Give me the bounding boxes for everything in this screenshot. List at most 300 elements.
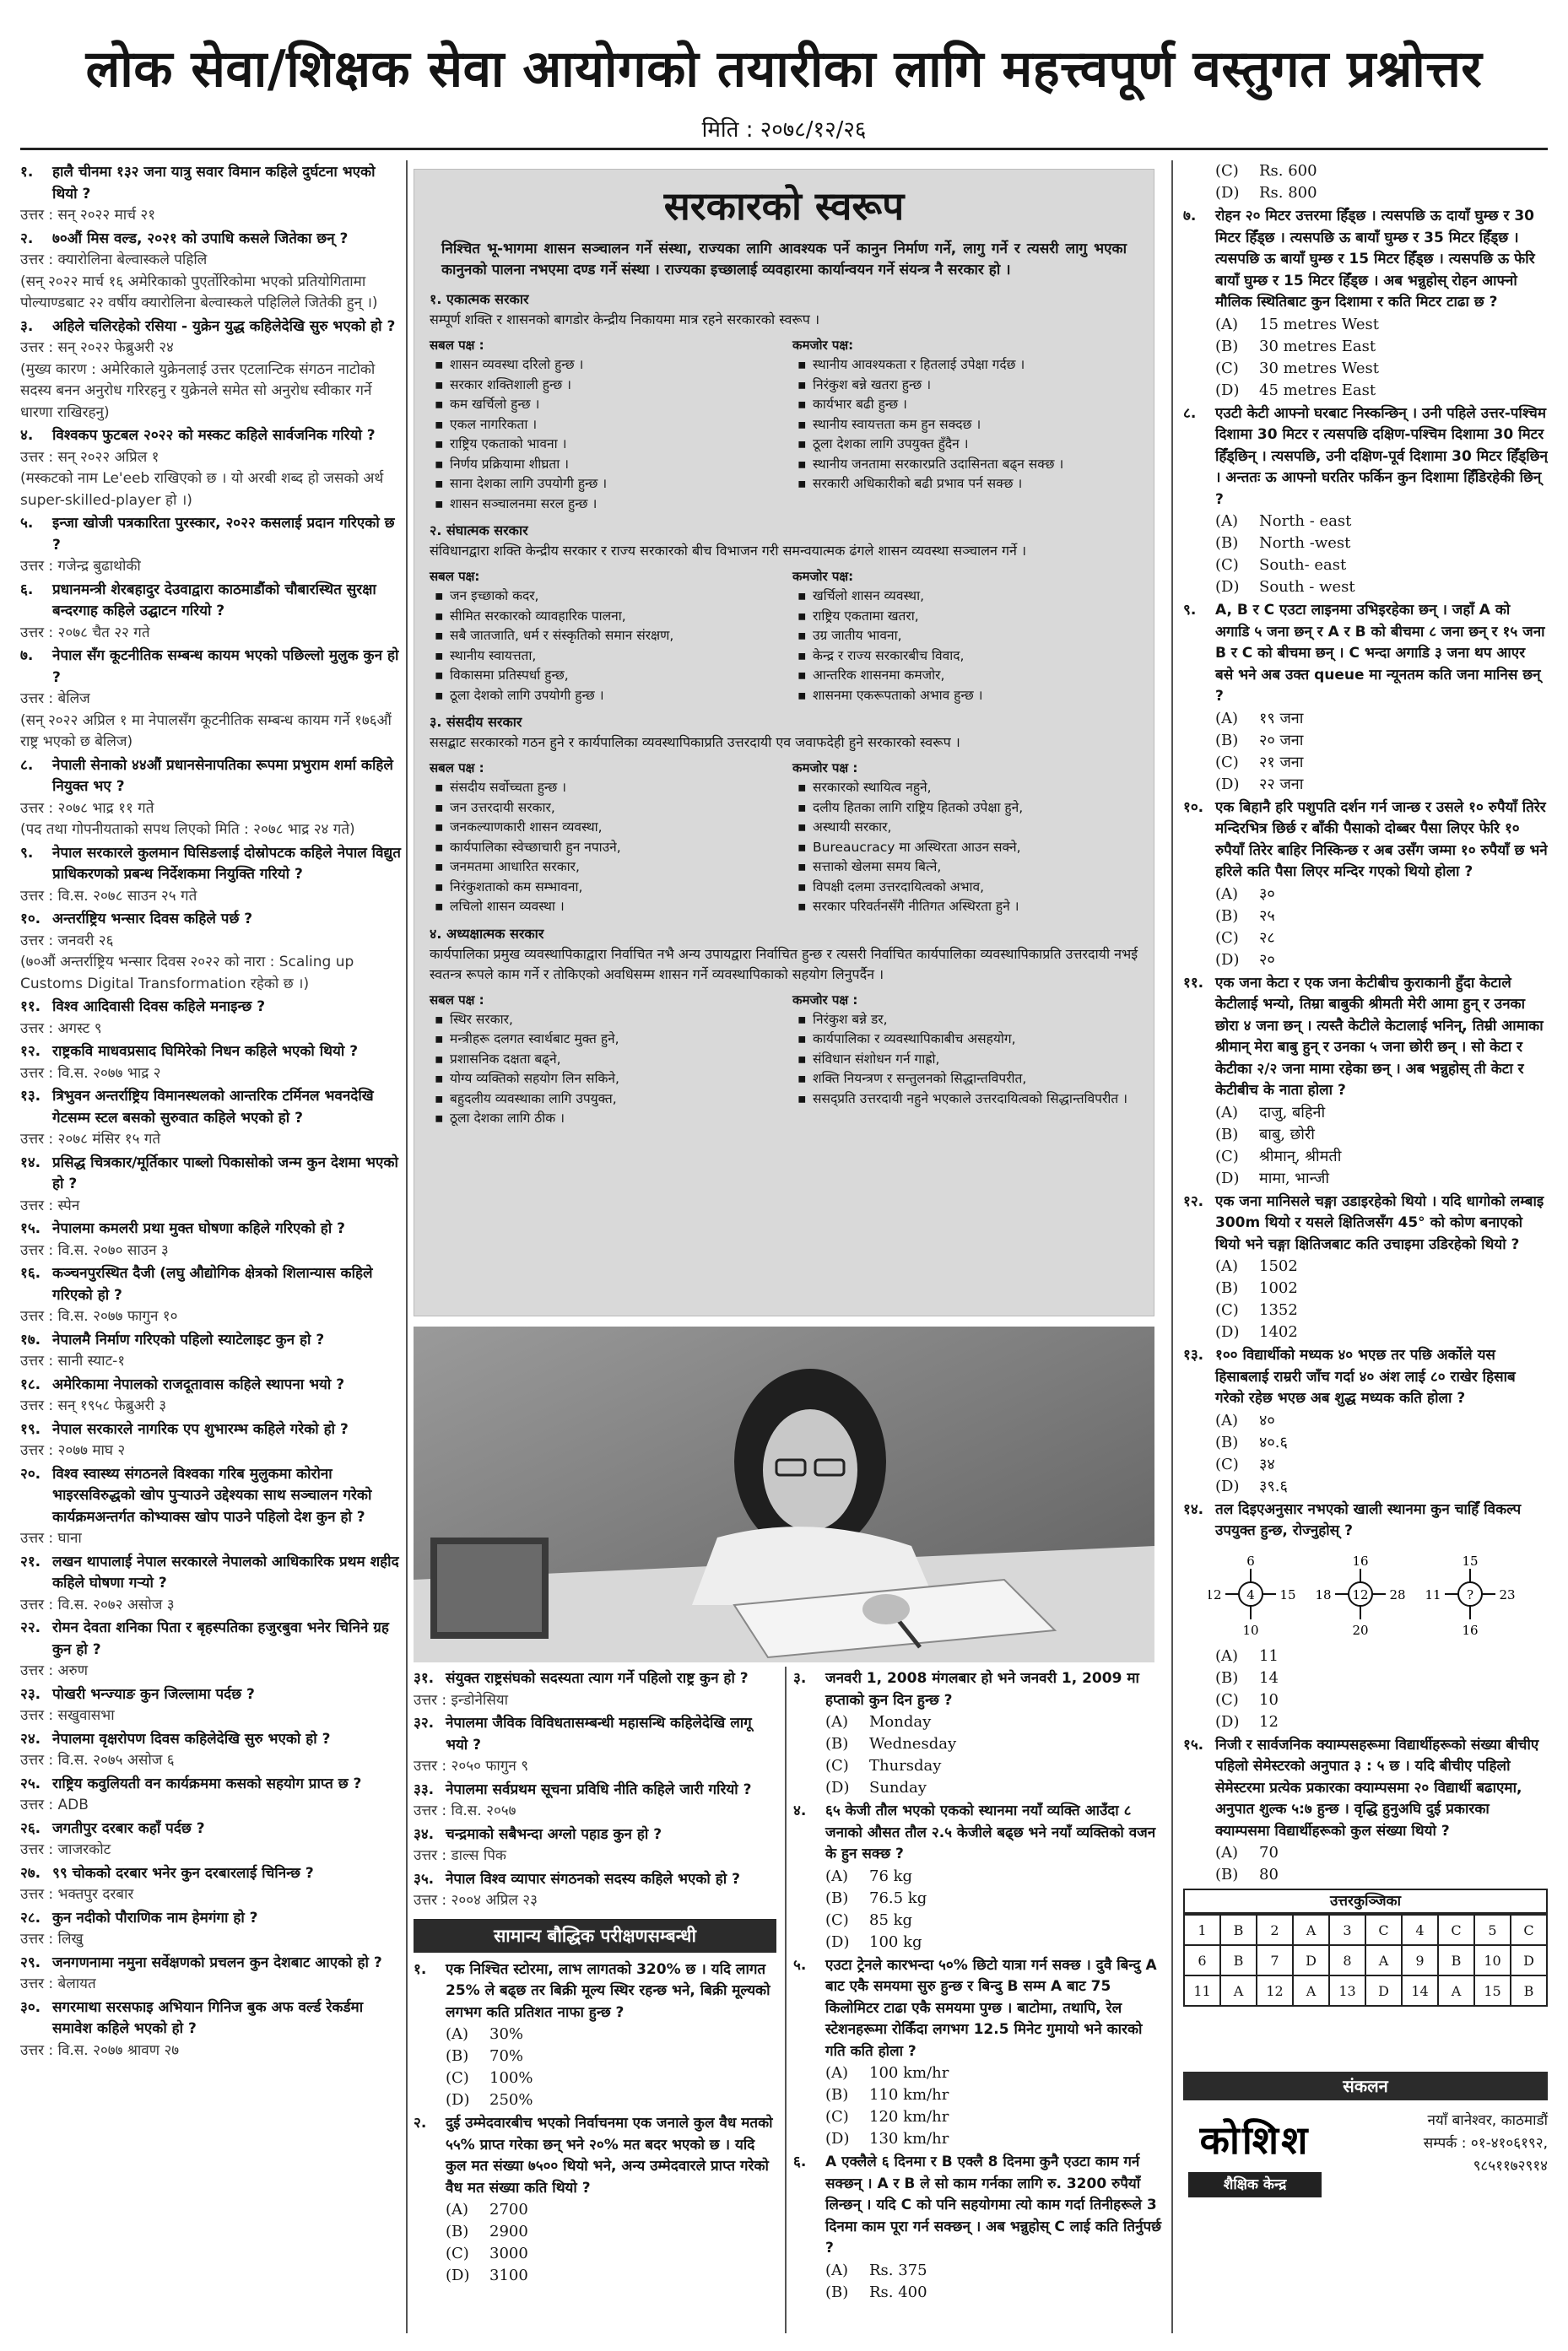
option-value: 110 km/hr bbox=[869, 2086, 949, 2104]
question-text: नेपालमा कमलरी प्रथा मुक्त घोषणा कहिले गरिएको हो ? bbox=[52, 1220, 346, 1237]
question-number: ११. bbox=[1183, 974, 1204, 992]
strong-points bbox=[430, 990, 776, 1129]
option-label: (D) bbox=[1215, 1169, 1240, 1187]
weak-points bbox=[792, 758, 1138, 917]
answer-key-number: 2 bbox=[1257, 1915, 1293, 1945]
answer-key-answer: B bbox=[1511, 1975, 1547, 2006]
option-label: (C) bbox=[825, 2108, 849, 2126]
question-item bbox=[1183, 1345, 1548, 1410]
option bbox=[414, 2046, 776, 2067]
answer-text: उत्तर : स्पेन bbox=[20, 1197, 80, 1214]
option bbox=[1183, 1278, 1548, 1300]
question-number: ३४. bbox=[414, 1825, 435, 1843]
weak-point: ▪ सरकार परिवर्तनसँगै नीतिगत अस्थिरता हुने । bbox=[792, 897, 1138, 917]
option-value: 10 bbox=[1259, 1690, 1279, 1709]
answer-key-number: 7 bbox=[1257, 1945, 1293, 1975]
option-value: ३९.६ bbox=[1259, 1477, 1288, 1495]
weak-point: ▪ दलीय हितका लागि राष्ट्रिय हितको उपेक्षा हुने, bbox=[792, 798, 1138, 819]
weak-point: ▪ स्थानीय आवश्यकता र हितलाई उपेक्षा गर्दछ । bbox=[792, 355, 1138, 376]
question-item bbox=[1183, 403, 1548, 511]
answer-text: उत्तर : सन् २०२२ फेब्रुअरी २४ bbox=[20, 339, 174, 356]
option-value: मामा, भान्जी bbox=[1259, 1169, 1329, 1187]
question-number: १२. bbox=[20, 1043, 41, 1060]
divider bbox=[20, 148, 1548, 150]
figure-number: 4 bbox=[1246, 1586, 1255, 1602]
question-text: A एक्लैले ६ दिनमा र B एक्लै 8 दिनमा कुनै एउटा काम गर्न सक्छन् । A र B ले सो काम गर्नका लागि रु. 3200 रुपैयाँ लिन्छन् । यदि C को पनि सहयोगमा त्यो काम गर्दा तिनीहरूले 3 दिनमा काम पूरा गर्न सक्छन् । अब भन्नुहोस् C लाई कति तिर्नुपर्छ ? bbox=[825, 2154, 1162, 2256]
option-label: (A) bbox=[1215, 512, 1239, 530]
weak-points bbox=[792, 990, 1138, 1129]
option-value: 70 bbox=[1259, 1844, 1279, 1862]
strong-point: ▪ संसदीय सर्वोच्चता हुन्छ । bbox=[430, 778, 776, 798]
page-title: लोक सेवा/शिक्षक सेवा आयोगको तयारीका लागि महत्त्वपूर्ण वस्तुगत प्रश्नोत्तर bbox=[85, 40, 1483, 99]
option bbox=[1183, 1689, 1548, 1711]
question-item bbox=[20, 316, 402, 338]
option-value: 130 km/hr bbox=[869, 2130, 949, 2148]
question-text: एक निश्चित स्टोरमा, लाभ लागतको 320% छ । यदि लागत 25% ले बढ्छ तर बिक्री मूल्य स्थिर रहन्छ भने, बिक्री मूल्यको लगभग कति प्रतिशत नाफा हुन्छ ? bbox=[446, 1960, 770, 2021]
answer-text: (सन् २०२२ अप्रिल १ मा नेपालसँग कूटनीतिक सम्बन्ध कायम गर्ने १७६औं राष्ट्र भएको छ बेलिज) bbox=[20, 711, 392, 750]
option-label: (B) bbox=[1215, 534, 1239, 552]
answer-text: उत्तर : लिखु bbox=[20, 1931, 84, 1948]
question-text: अहिले चलिरहेको रसिया - युक्रेन युद्ध कहिलेदेखि सुरु भएको हो ? bbox=[52, 317, 396, 335]
option bbox=[1183, 1168, 1548, 1190]
option-label: (C) bbox=[446, 2069, 469, 2087]
question-text: विश्वकप फुटबल २०२२ को मस्कट कहिले सार्वजनिक गरियो ? bbox=[52, 427, 376, 444]
question-item bbox=[20, 1908, 402, 1930]
answer-text: उत्तर : २०५० फागुन ९ bbox=[414, 1758, 529, 1775]
option-value: 30% bbox=[489, 2025, 524, 2043]
answer-key-answer: C bbox=[1511, 1915, 1547, 1945]
question-number: २०. bbox=[20, 1465, 41, 1483]
weak-point: ▪ शासनमा एकरूपताको अभाव हुन्छ । bbox=[792, 686, 1138, 706]
question-item bbox=[1183, 600, 1548, 708]
answer-text: उत्तर : सन् २०२२ मार्च २१ bbox=[20, 207, 156, 224]
question-number: १. bbox=[20, 164, 34, 181]
option-label: (B) bbox=[1215, 337, 1239, 355]
option-label: (D) bbox=[1215, 184, 1240, 202]
question-number: १४. bbox=[1183, 1500, 1204, 1518]
answer-key-number: 13 bbox=[1329, 1975, 1365, 2006]
question-item bbox=[1183, 206, 1548, 314]
answer-key-title: उत्तरकुञ्जिका bbox=[1183, 1889, 1548, 1914]
strong-points bbox=[430, 566, 776, 705]
section-description: ससद्बाट सरकारको गठन हुने र कार्यपालिका व्यवस्थापिकाप्रति उत्तरदायी एव जवाफदेही हुने सरकारको स्वरूप । bbox=[430, 734, 960, 750]
answer-text: उत्तर : सानी स्याट-१ bbox=[20, 1353, 126, 1370]
option-label: (A) bbox=[1215, 884, 1239, 903]
section-title: १. एकात्मक सरकार bbox=[430, 291, 529, 307]
answer-text: उत्तर : वि.स. २०७७ श्रावण २७ bbox=[20, 2041, 180, 2059]
strong-point: ▪ शासन व्यवस्था दरिलो हुन्छ । bbox=[430, 355, 776, 376]
option-value: ४० bbox=[1259, 1411, 1275, 1430]
student-photo bbox=[414, 1327, 1154, 1662]
question-number: १५. bbox=[1183, 1736, 1204, 1754]
student-illustration bbox=[414, 1327, 1154, 1662]
answer-key-answer: A bbox=[1365, 1945, 1402, 1975]
answer-key-answer: B bbox=[1438, 1945, 1474, 1975]
question-item bbox=[20, 1153, 402, 1196]
option-label: (B) bbox=[825, 1889, 849, 1907]
question-text: कञ्चनपुरस्थित दैजी (लघु औद्योगिक क्षेत्रको शिलान्यास कहिले गरिएको हो ? bbox=[52, 1265, 373, 1304]
column-divider bbox=[406, 160, 408, 2333]
option-label: (D) bbox=[1215, 578, 1240, 596]
answer-text: उत्तर : २०७८ भाद्र ११ गते bbox=[20, 799, 154, 817]
option-label: (A) bbox=[1215, 1103, 1239, 1121]
question-text: नेपालमा जैविक विविधतासम्बन्धी महासन्धि कहिलेदेखि लागू भयो ? bbox=[446, 1715, 752, 1754]
option bbox=[1183, 1256, 1548, 1278]
option bbox=[414, 2243, 776, 2265]
question-number: १९. bbox=[20, 1420, 41, 1438]
answer-key-number: 8 bbox=[1329, 1945, 1365, 1975]
answer-text: (पद तथा गोपनीयताको सपथ लिएको मिति : २०७८ भाद्र २४ गते) bbox=[20, 821, 355, 838]
option bbox=[793, 2084, 1165, 2106]
weak-heading: कमजोर पक्ष: bbox=[792, 569, 854, 584]
question-number: ५. bbox=[20, 515, 34, 532]
question-item bbox=[20, 646, 402, 689]
option-label: (B) bbox=[1215, 1866, 1239, 1882]
option-value: 15 metres West bbox=[1259, 315, 1379, 333]
question-text: दुई उम्मेदवारबीच भएको निर्वाचनमा एक जनाले कुल वैध मतको ५५% प्राप्त गरेका छन् भने २०% मत बदर भएको छ । यदि कुल मत संख्या ७५०० थियो भने, अन्य उम्मेदवारले प्राप्त गरेको वैध मत संख्या कति थियो ? bbox=[446, 2115, 773, 2197]
answer-key-number: 14 bbox=[1402, 1975, 1438, 2006]
answer-key-row bbox=[1184, 1915, 1547, 1945]
answer-key-answer: C bbox=[1365, 1915, 1402, 1945]
weak-points bbox=[792, 566, 1138, 705]
option-value: 100 kg bbox=[869, 1932, 922, 1951]
option bbox=[1183, 358, 1548, 380]
question-item bbox=[20, 1618, 402, 1661]
question-number: १०. bbox=[20, 911, 41, 927]
option-label: (D) bbox=[446, 2091, 470, 2109]
right-question-column bbox=[1183, 160, 1548, 1882]
figure-number: 15 bbox=[1462, 1553, 1479, 1569]
question-number: १५. bbox=[20, 1220, 41, 1237]
strong-point: ▪ जनमतमा आधारित सरकार, bbox=[430, 857, 776, 878]
strong-point: ▪ सरकार शक्तिशाली हुन्छ । bbox=[430, 376, 776, 396]
option bbox=[414, 2067, 776, 2089]
option bbox=[1183, 1432, 1548, 1454]
question-text: एक बिहानै हरि पशुपति दर्शन गर्न जान्छ र उसले १० रुपैयाँ तिरेर मन्दिरभित्र छिर्छ र बाँकी पैसाको दोब्बर पैसा लिएर फेरि १० रुपैयाँ तिरेर बाहिर निस्किन्छ र अब उसँग जम्मा १० रुपैयाँ छ भने हरिले कति पैसा लिएर मन्दिर गएको थियो होला ? bbox=[1215, 798, 1548, 880]
option-label: (A) bbox=[1215, 709, 1239, 727]
question-item bbox=[793, 1801, 1165, 1866]
option-label: (A) bbox=[1215, 1257, 1239, 1275]
question-number: २३. bbox=[20, 1685, 41, 1703]
figure-number: 20 bbox=[1352, 1622, 1369, 1638]
strong-point: ▪ सीमित सरकारको व्यावहारिक पालना, bbox=[430, 607, 776, 627]
question-number: १. bbox=[414, 1960, 427, 1978]
option-value: २० bbox=[1259, 950, 1275, 969]
option-label: (C) bbox=[825, 1911, 849, 1929]
strong-points bbox=[430, 758, 776, 917]
strong-point: ▪ ठूला देशका लागि ठीक । bbox=[430, 1109, 776, 1129]
option bbox=[1183, 1646, 1548, 1667]
option-label: (D) bbox=[1215, 381, 1240, 399]
answer-text: उत्तर : जनवरी २६ bbox=[20, 932, 114, 949]
answer-text: (मुख्य कारण : अमेरिकाले युक्रेनलाई उत्तर एटलान्टिक संगठन नाटोको सदस्य बनन अनुरोध गरिरहनु र युक्रेनले समेत सो अनुरोध स्वीकार गर्ने धारणा राखिरहनु) bbox=[20, 360, 376, 421]
question-text: नेपालमा वृक्षरोपण दिवस कहिलेदेखि सुरु भएको हो ? bbox=[52, 1730, 331, 1748]
option-value: 1502 bbox=[1259, 1257, 1298, 1275]
option-value: दाजु, बहिनी bbox=[1259, 1103, 1326, 1121]
answer-text: उत्तर : अगस्ट ९ bbox=[20, 1019, 102, 1037]
figure-puzzle bbox=[1208, 1548, 1548, 1640]
question-item bbox=[1183, 797, 1548, 884]
answer-key-number: 15 bbox=[1474, 1975, 1511, 2006]
weak-heading: कमजोर पक्ष : bbox=[792, 992, 858, 1008]
option-value: 80 bbox=[1259, 1866, 1279, 1882]
strong-point: ▪ एकल नागरिकता । bbox=[430, 415, 776, 435]
gk-questions-31-35 bbox=[414, 1668, 776, 1912]
option-label: (D) bbox=[1215, 775, 1240, 793]
middle-column-a bbox=[414, 1667, 776, 2333]
option-label: (C) bbox=[446, 2245, 469, 2262]
weak-point: ▪ खर्चिलो शासन व्यवस्था, bbox=[792, 586, 1138, 607]
answer-key-answer: A bbox=[1293, 1975, 1329, 2006]
question-text: नेपाल सँग कूटनीतिक सम्बन्ध कायम भएको पछिल्लो मुलुक कुन हो ? bbox=[52, 647, 399, 686]
figure-number: 10 bbox=[1242, 1622, 1259, 1638]
answer-text: उत्तर : वि.स. २०७० साउन ३ bbox=[20, 1241, 169, 1259]
option-value: 1402 bbox=[1259, 1323, 1298, 1341]
option bbox=[1183, 1864, 1548, 1882]
question-item bbox=[20, 1419, 402, 1441]
option-value: 120 km/hr bbox=[869, 2108, 949, 2126]
weak-heading: कमजोर पक्ष : bbox=[792, 760, 858, 776]
answer-text: उत्तर : सन् १९५८ फेब्रुअरी ३ bbox=[20, 1397, 167, 1414]
circle-number-figures bbox=[1208, 1548, 1529, 1640]
compiled-by-label: संकलन bbox=[1183, 2072, 1548, 2100]
option-label: (D) bbox=[1215, 1712, 1240, 1731]
question-text: एउटी केटी आफ्नो घरबाट निस्कन्छिन् । उनी पहिले उत्तर-पश्चिम दिशामा 30 मिटर र त्यसपछि दक्षिण-पश्चिम दिशामा 30 मिटर हिँड्छिन् । त्यसपछि, उनी दक्षिण-पूर्व दिशामा 30 मिटर हिँड्छिन् । अन्ततः ऊ आफ्नो घरतिर फर्किन कुन दिशामा हिँडिरहेकी छिन् ? bbox=[1215, 404, 1548, 508]
option bbox=[1183, 1124, 1548, 1146]
question-item bbox=[20, 1684, 402, 1706]
question-number: १०. bbox=[1183, 798, 1204, 816]
question-item bbox=[20, 843, 402, 886]
answer-key-number: 5 bbox=[1474, 1915, 1511, 1945]
pros-cons bbox=[430, 758, 1138, 917]
option-value: South- east bbox=[1259, 556, 1347, 574]
question-number: ७. bbox=[1183, 208, 1197, 224]
option-value: 70% bbox=[489, 2047, 524, 2065]
option bbox=[1183, 1842, 1548, 1864]
question-number: २१. bbox=[20, 1553, 41, 1570]
question-item bbox=[20, 1997, 402, 2040]
weak-point: ▪ स्थानीय जनतामा सरकारप्रति उदासिनता बढ्न सक्छ । bbox=[792, 455, 1138, 475]
question-item bbox=[20, 1953, 402, 1975]
weak-point: ▪ अस्थायी सरकार, bbox=[792, 818, 1138, 838]
option bbox=[1183, 160, 1548, 182]
option bbox=[1183, 774, 1548, 796]
strong-list bbox=[430, 1010, 776, 1129]
weak-point: ▪ निरंकुश बन्ने खतरा हुन्छ । bbox=[792, 376, 1138, 396]
option bbox=[414, 2024, 776, 2046]
option bbox=[1183, 1711, 1548, 1733]
answer-key-row bbox=[1184, 1975, 1547, 2006]
option bbox=[793, 2062, 1165, 2084]
question-text: अमेरिकामा नेपालको राजदूतावास कहिले स्थापना भयो ? bbox=[52, 1375, 345, 1393]
date-line: मिति : २०७८/१२/२६ bbox=[701, 117, 867, 143]
weak-point: ▪ ससद्प्रति उत्तरदायी नहुने भएकाले उत्तरदायित्वको सिद्धान्तविपरीत । bbox=[792, 1089, 1138, 1110]
answer-text: उत्तर : वि.स. २०७८ साउन २५ गते bbox=[20, 887, 197, 905]
question-text: विश्व स्वास्थ्य संगठनले विश्वका गरिब मुलुकमा कोरोना भाइरसविरुद्धको खोप पुऱ्याउने उद्देश्यका साथ सञ्चालन गरेको कार्यक्रमअन्तर्गत कोभ्याक्स खोप पाउने पहिलो देश कुन हो ? bbox=[52, 1465, 372, 1526]
question-text: जगतीपुर दरबार कहाँ पर्दछ ? bbox=[52, 1819, 205, 1837]
weak-point: ▪ ठूला देशका लागि उपयुक्त हुँदैन । bbox=[792, 435, 1138, 455]
question-text: ६५ केजी तौल भएको एकको स्थानमा नयाँ व्यक्ति आउँदा ८ जनाको औसत तौल २.५ केजीले बढ्छ भने नयाँ व्यक्तिको वजन के हुन सक्छ ? bbox=[825, 1802, 1156, 1862]
answer-key-answer: A bbox=[1438, 1975, 1474, 2006]
section-description: कार्यपालिका प्रमुख व्यवस्थापिकाद्वारा निर्वाचित नभै अन्य उपायद्वारा निर्वाचित हुन्छ र त्यसरी निर्वाचित कार्यपालिका व्यवस्थापिकाप्रति उत्तरदायी नभई स्वतन्त्र रूपले काम गर्ने र तोकिएको अवधिसम्म शासन गर्ने व्यवस्थापिकाको सहयोग लिनुपर्दैन । bbox=[430, 945, 1138, 982]
circle-figure bbox=[1315, 1554, 1405, 1638]
strong-list bbox=[430, 778, 776, 917]
question-text: अन्तर्राष्ट्रिय भन्सार दिवस कहिले पर्छ ? bbox=[52, 911, 253, 927]
option bbox=[1183, 532, 1548, 554]
option-value: २५ bbox=[1259, 906, 1275, 925]
question-text: रोहन २० मिटर उत्तरमा हिँड्छ । त्यसपछि ऊ दायाँ घुम्छ र 30 मिटर हिँड्छ । त्यसपछि ऊ बायाँ घुम्छ र 35 मिटर हिँड्छ । त्यसपछि ऊ बायाँ घुम्छ र 15 मिटर हिँड्छ । त्यसपछि ऊ फेरि बायाँ घुम्छ र 15 मिटर हिँड्छ । अब भन्नुहोस् रोहन आफ्नो मौलिक स्थितिबाट कुन दिशामा र कति मिटर टाढा छ ? bbox=[1215, 208, 1535, 311]
question-item bbox=[20, 1330, 402, 1352]
option-value: 12 bbox=[1259, 1712, 1279, 1731]
weak-point: ▪ केन्द्र र राज्य सरकारबीच विवाद, bbox=[792, 646, 1138, 667]
section-description: संविधानद्वारा शक्ति केन्द्रीय सरकार र राज्य सरकारको बीच विभाजन गरी समन्वयात्मक ढंगले शासन व्यवस्था सञ्चालन गर्ने । bbox=[430, 543, 1027, 559]
answer-key-table bbox=[1183, 1914, 1548, 2007]
contact-info bbox=[1333, 2110, 1548, 2178]
question-number: ३०. bbox=[20, 1998, 41, 2016]
question-text: एउटा ट्रेनले कारभन्दा ५०% छिटो यात्रा गर्न सक्छ । दुवै बिन्दु A बाट एकै समयमा सुरु हुन्छ र बिन्दु B सम्म A बाट 75 किलोमिटर टाढा एकै समयमा पुग्छ । बाटोमा, तथापि, रेल स्टेशनहरूमा रोकिँदा लगभग 12.5 मिनेट गुमायो भने कारको गति कति होला ? bbox=[825, 1956, 1157, 2060]
question-item bbox=[793, 1668, 1165, 1711]
question-number: १८. bbox=[20, 1375, 41, 1393]
option-value: श्रीमान्, श्रीमती bbox=[1259, 1147, 1342, 1165]
answer-key-answer: D bbox=[1511, 1945, 1547, 1975]
answer-text: उत्तर : वि.स. २०७५ असोज ६ bbox=[20, 1752, 175, 1769]
option-label: (C) bbox=[1215, 556, 1239, 574]
figure-number: 15 bbox=[1279, 1586, 1296, 1602]
option bbox=[793, 1711, 1165, 1733]
option bbox=[793, 2106, 1165, 2128]
answer-key-answer: D bbox=[1293, 1945, 1329, 1975]
strong-point: ▪ सबै जातजाति, धर्म र संस्कृतिको समान संरक्षण, bbox=[430, 626, 776, 646]
option-label: (D) bbox=[1215, 1477, 1240, 1495]
question-item bbox=[414, 1824, 776, 1846]
answer-key-number: 9 bbox=[1402, 1945, 1438, 1975]
question-number: ७. bbox=[20, 647, 34, 664]
option-label: (D) bbox=[1215, 1323, 1240, 1341]
answer-text: उत्तर : वि.स. २०७२ असोज ३ bbox=[20, 1596, 175, 1613]
answer-key-number: 10 bbox=[1474, 1945, 1511, 1975]
option-label: (A) bbox=[825, 2064, 849, 2082]
question-text: कुन नदीको पौराणिक नाम हेमगंगा हो ? bbox=[52, 1909, 258, 1927]
option-value: २१ जना bbox=[1259, 753, 1304, 771]
box-sections bbox=[430, 289, 1138, 1129]
question-item bbox=[20, 580, 402, 623]
question-item bbox=[20, 1041, 402, 1063]
answer-text: (सन् २०२२ मार्च १६ अमेरिकाको पुएर्तोरिकोमा भएको प्रतियोगितामा पोल्याण्डबाट २२ वर्षीय क्यारोलिना बेल्वास्कले पहिलिले जितेकी हुन् ।) bbox=[20, 273, 378, 311]
option bbox=[793, 1888, 1165, 1910]
figure-number: 28 bbox=[1389, 1586, 1406, 1602]
question-item bbox=[414, 1959, 776, 2024]
question-number: ५. bbox=[793, 1956, 807, 1974]
answer-text: उत्तर : ADB bbox=[20, 1797, 89, 1813]
question-number: ३. bbox=[793, 1670, 807, 1687]
option-label: (B) bbox=[1215, 731, 1239, 749]
question-item bbox=[1183, 1500, 1548, 1543]
question-text: निजी र सार्वजनिक क्याम्पसहरूमा विद्यार्थीहरूको संख्या बीचीए पहिलो सेमेस्टरको अनुपात ३ : ५ छ । यदि बीचीए पहिलो सेमेस्टरमा प्रत्येक प्रकारका क्याम्पसमा २० विद्यार्थी बढाएमा, अनुपात शुल्क ५:७ हुन्छ । वृद्धि हुनुअघि दुई प्रकारका क्याम्पसमा विद्यार्थीहरूको कुल संख्या थियो ? bbox=[1215, 1736, 1539, 1840]
weak-point: ▪ विपक्षी दलमा उत्तरदायित्वको अभाव, bbox=[792, 878, 1138, 898]
question-number: १२. bbox=[1183, 1192, 1204, 1210]
option-value: 30 metres East bbox=[1259, 337, 1376, 355]
pros-cons bbox=[430, 990, 1138, 1129]
option bbox=[1183, 554, 1548, 576]
question-text: ९९ चोकको दरबार भनेर कुन दरबारलाई चिनिन्छ ? bbox=[52, 1864, 314, 1882]
option bbox=[793, 1733, 1165, 1755]
option-label: (A) bbox=[446, 2201, 469, 2219]
option-value: 100 km/hr bbox=[869, 2064, 949, 2082]
answer-key-answer: B bbox=[1220, 1945, 1257, 1975]
question-item bbox=[20, 1375, 402, 1397]
pros-cons bbox=[430, 566, 1138, 705]
question-number: ९. bbox=[20, 844, 34, 862]
answer-text: उत्तर : २०७७ माघ २ bbox=[20, 1442, 126, 1459]
question-number: ११. bbox=[20, 998, 41, 1015]
question-text: जनवरी 1, 2008 मंगलबार हो भने जनवरी 1, 2009 मा हप्ताको कुन दिन हुन्छ ? bbox=[825, 1670, 1139, 1709]
question-number: १६. bbox=[20, 1265, 41, 1282]
figure-number: 16 bbox=[1352, 1553, 1369, 1569]
option bbox=[1183, 1146, 1548, 1168]
option bbox=[1183, 1300, 1548, 1321]
right-questions-continued bbox=[1183, 1646, 1548, 1883]
option-label: (A) bbox=[1215, 315, 1239, 333]
option-value: Rs. 400 bbox=[869, 2283, 927, 2301]
iq-questions-b bbox=[793, 1667, 1165, 2333]
option bbox=[793, 2128, 1165, 2150]
question-number: २. bbox=[20, 230, 34, 247]
answer-text: उत्तर : भक्तपुर दरबार bbox=[20, 1886, 134, 1903]
answer-key-answer: A bbox=[1220, 1975, 1257, 2006]
option bbox=[1183, 905, 1548, 927]
question-number: २. bbox=[414, 2115, 427, 2132]
option-value: 3000 bbox=[489, 2245, 528, 2262]
answer-key-number: 12 bbox=[1257, 1975, 1293, 2006]
strong-point: ▪ जनकल्याणकारी शासन व्यवस्था, bbox=[430, 818, 776, 838]
option-value: 14 bbox=[1259, 1668, 1279, 1687]
option-value: २८ bbox=[1259, 928, 1275, 947]
question-item bbox=[20, 1464, 402, 1529]
option-label: (A) bbox=[825, 1713, 849, 1731]
strong-points bbox=[430, 335, 776, 514]
option bbox=[1183, 884, 1548, 905]
question-item bbox=[1183, 973, 1548, 1102]
figure-number: 16 bbox=[1462, 1622, 1479, 1638]
figure-number: 23 bbox=[1499, 1586, 1516, 1602]
option-value: 250% bbox=[489, 2091, 533, 2109]
answer-key-number: 11 bbox=[1184, 1975, 1220, 2006]
question-text: इन्जा खोजी पत्रकारिता पुरस्कार, २०२२ कसलाई प्रदान गरिएको छ ? bbox=[52, 515, 395, 554]
option-label: (A) bbox=[825, 1867, 849, 1885]
contact-phone: सम्पर्क : ०१-४१०६१९२, bbox=[1423, 2135, 1548, 2152]
question-item bbox=[793, 2152, 1165, 2260]
question-text: प्रधानमन्त्री शेरबहादुर देउवाद्वारा काठमाडौंको चौबारस्थित सुरक्षा बन्दरगाह कहिले उद्घाटन गरियो ? bbox=[52, 581, 376, 619]
figure-number: 11 bbox=[1425, 1586, 1441, 1602]
question-text: एक जना केटा र एक जना केटीबीच कुराकानी हुँदा केटाले केटीलाई भन्यो, तिम्रा बाबुकी श्रीमती मेरी आमा हुन् र उनका छोरा ४ जना छन् । त्यस्तै केटीले केटालाई भनिन्, तिम्री आमाका श्रीमान् मेरा बाबु हुन् र उनका ५ जना छोरी छन् । सो केटा र केटीका २/२ जना मामा रहेका छन् । अब भन्नुहोस् ती केटा र केटीबीच के नाता होला ? bbox=[1215, 974, 1544, 1099]
weak-point: ▪ कार्यभार बढी हुन्छ । bbox=[792, 395, 1138, 415]
question-number: २४. bbox=[20, 1730, 41, 1748]
answer-text: उत्तर : वि.स. २०७७ फागुन १० bbox=[20, 1308, 178, 1325]
contact-mobile: ९८५११७२९१४ bbox=[1473, 2158, 1548, 2175]
section-title: ३. संसदीय सरकार bbox=[430, 714, 522, 730]
right-questions bbox=[1183, 160, 1548, 1543]
answer-key-number: 1 bbox=[1184, 1915, 1220, 1945]
question-item bbox=[20, 1774, 402, 1796]
option-value: १९ जना bbox=[1259, 709, 1304, 727]
question-item bbox=[20, 513, 402, 556]
column-divider bbox=[1171, 160, 1173, 2333]
weak-point: ▪ आन्तरिक शासनमा कमजोर, bbox=[792, 666, 1138, 686]
question-item bbox=[20, 1729, 402, 1751]
question-number: २८. bbox=[20, 1909, 41, 1927]
weak-point: ▪ Bureaucracy मा अस्थिरता आउन सक्ने, bbox=[792, 838, 1138, 858]
option bbox=[793, 1866, 1165, 1888]
